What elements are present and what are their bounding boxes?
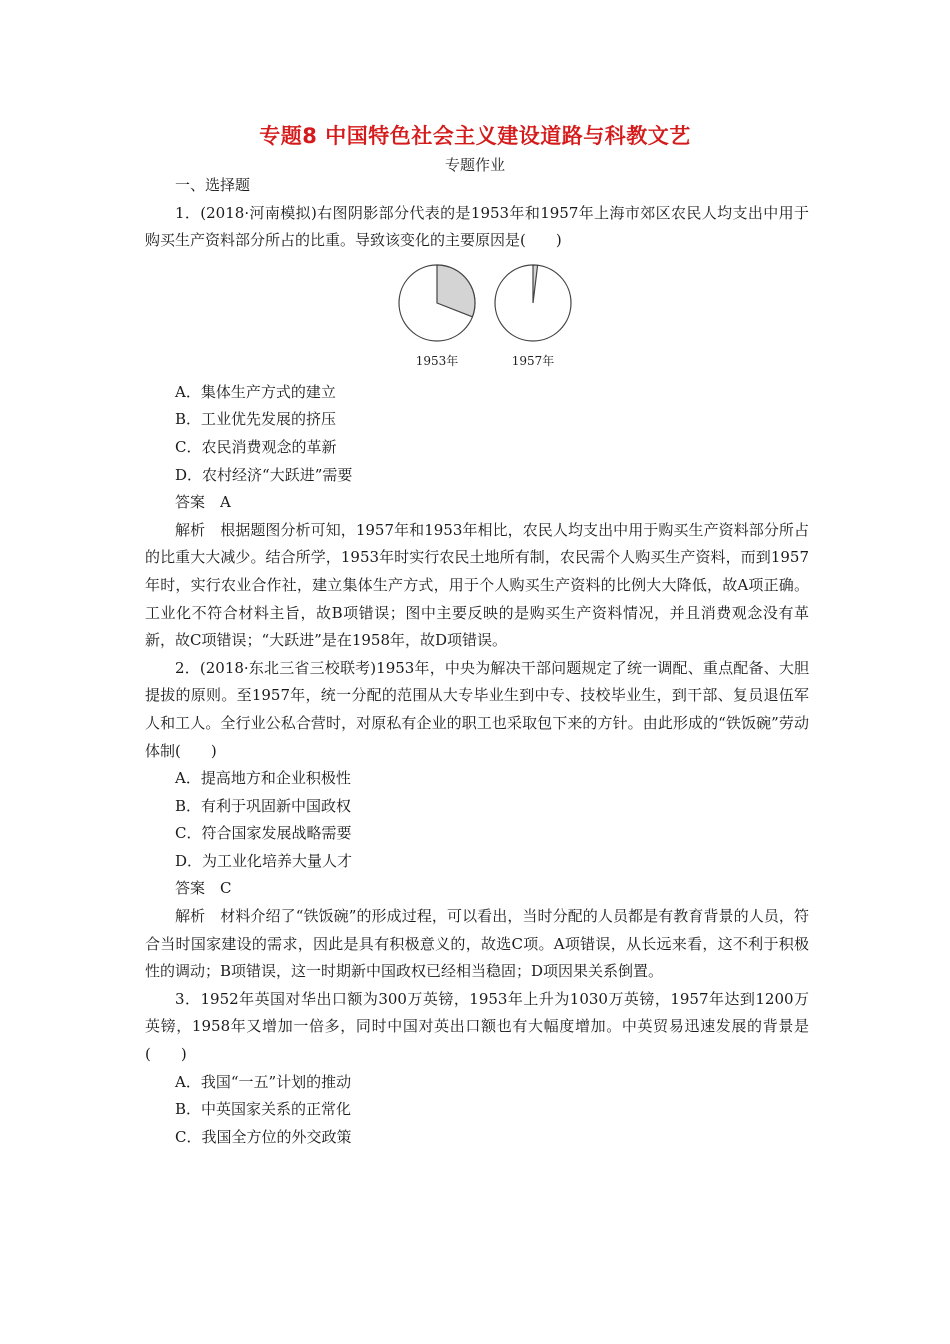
question-2-stem: 2．(2018·东北三省三校联考)1953年，中央为解决干部问题规定了统一调配、重点配备、大胆提拔的原则。至1957年，统一分配的范围从大专毕业生到中专、技校毕业生，到干部、复员退伍军人和工人。全行业公私合营时，对原私有企业的职工也采取包下来的方针。由此形成的“铁饭碗”劳动体制( ) [145,658,809,760]
question-3-option-b: B．中英国家关系的正常化 [175,1100,352,1119]
pie-1953-label: 1953年 [415,353,459,368]
question-2-option-a: A．提高地方和企业积极性 [175,769,351,788]
question-2-analysis: 解析 材料介绍了“铁饭碗”的形成过程，可以看出，当时分配的人员都是有教育背景的人员，符合当时国家建设的需求，因此是具有积极意义的，故选C项。A项错误，从长远来看，这不利于积极性的调动；B项错误，这一时期新中国政权已经相当稳固；D项因果关系倒置。 [145,907,809,981]
question-1-answer: 答案 A [175,493,231,512]
question-2-answer: 答案 C [175,879,232,898]
question-1-option-a: A．集体生产方式的建立 [175,382,336,401]
pie-charts [391,261,581,371]
question-1-stem: 1．(2018·河南模拟)右图阴影部分代表的是1953年和1957年上海市郊区农民人均支出中用于购买生产资料部分所占的比重。导致该变化的主要原因是( ) [145,203,809,250]
document-subtitle: 专题作业 [444,156,505,174]
document-title: 专题8 中国特色社会主义建设道路与科教文艺 [259,124,691,148]
section-heading: 一、选择题 [175,176,251,194]
question-1-option-b: B．工业优先发展的挤压 [175,410,337,429]
question-2-option-d: D．为工业化培养大量人才 [175,851,353,870]
question-2-option-b: B．有利于巩固新中国政权 [175,796,352,815]
question-3-stem: 3．1952年英国对华出口额为300万英镑，1953年上升为1030万英镑，1957年达到1200万英镑，1958年又增加一倍多，同时中国对英出口额也有大幅度增加。中英贸易迅速发展的背景是( ) [145,989,809,1064]
question-3-option-c: C．我国全方位的外交政策 [175,1127,352,1146]
question-1-option-d: D．农村经济“大跃进”需要 [175,465,353,484]
question-1-analysis: 解析 根据题图分析可知，1957年和1953年相比，农民人均支出中用于购买生产资料部分所占的比重大大减少。结合所学，1953年时实行农民土地所有制，农民需个人购买生产资料，而到1957年时，实行农业合作社，建立集体生产方式，用于个人购买生产资料的比例大大降低，故A项正确。工业化不符合材料主旨，故B项错误；图中主要反映的是购买生产资料情况，并且消费观念没有革新，故C项错误；“大跃进”是在1958年，故D项错误。 [145,520,809,650]
question-1-option-c: C．农民消费观念的革新 [175,437,337,456]
pie-1957-label: 1957年 [511,353,555,368]
question-2-option-c: C．符合国家发展战略需要 [175,824,352,843]
question-1-figure [145,261,809,371]
document-body [145,172,809,1151]
question-3-option-a: A．我国“一五”计划的推动 [175,1072,352,1091]
